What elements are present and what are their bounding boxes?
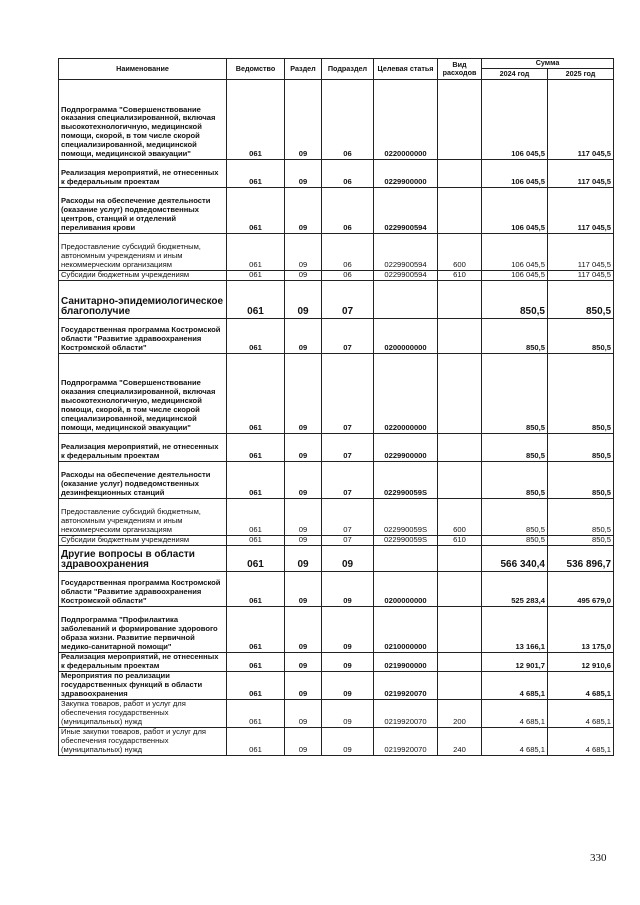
row-podrazdel: 07 (322, 433, 374, 461)
row-sum-2024: 106 045,5 (482, 80, 548, 160)
row-vid (438, 545, 482, 571)
row-vid (438, 280, 482, 318)
row-name: Санитарно-эпидемиологическое благополучие (59, 280, 227, 318)
row-target: 0200000000 (374, 318, 438, 353)
row-podrazdel: 07 (322, 498, 374, 535)
row-podrazdel: 09 (322, 652, 374, 671)
row-sum-2024: 4 685,1 (482, 699, 548, 727)
table-row (59, 188, 614, 234)
row-vid: 610 (438, 271, 482, 281)
row-sum-2025: 850,5 (548, 353, 614, 433)
table-row (59, 280, 614, 318)
table-row (59, 571, 614, 606)
row-sum-2025: 850,5 (548, 433, 614, 461)
row-vid: 200 (438, 699, 482, 727)
row-vedomstvo: 061 (227, 271, 285, 281)
row-name: Предоставление субсидий бюджетным, автономным учреждениям и иным некоммерческим организациям (59, 234, 227, 271)
row-razdel: 09 (285, 160, 322, 188)
row-sum-2025: 117 045,5 (548, 188, 614, 234)
row-vedomstvo: 061 (227, 571, 285, 606)
row-name: Государственная программа Костромской области "Развитие здравоохранения Костромской области" (59, 571, 227, 606)
row-sum-2025: 117 045,5 (548, 80, 614, 160)
row-podrazdel: 06 (322, 80, 374, 160)
row-name: Реализация мероприятий, не отнесенных к федеральным проектам (59, 160, 227, 188)
row-razdel: 09 (285, 727, 322, 755)
header-vedomstvo: Ведомство (227, 59, 285, 80)
row-sum-2024: 12 901,7 (482, 652, 548, 671)
row-target: 0220000000 (374, 353, 438, 433)
row-podrazdel: 07 (322, 280, 374, 318)
header-2025: 2025 год (548, 68, 614, 79)
row-sum-2025: 117 045,5 (548, 271, 614, 281)
row-razdel: 09 (285, 271, 322, 281)
row-vid (438, 652, 482, 671)
row-sum-2024: 13 166,1 (482, 606, 548, 652)
row-sum-2024: 106 045,5 (482, 188, 548, 234)
row-sum-2025: 850,5 (548, 461, 614, 498)
table-row (59, 80, 614, 160)
row-podrazdel: 09 (322, 545, 374, 571)
row-vid: 610 (438, 535, 482, 545)
row-podrazdel: 09 (322, 606, 374, 652)
table-row (59, 498, 614, 535)
table-row (59, 606, 614, 652)
row-razdel: 09 (285, 188, 322, 234)
row-vid: 240 (438, 727, 482, 755)
row-razdel: 09 (285, 699, 322, 727)
row-vedomstvo: 061 (227, 461, 285, 498)
row-target: 0219920070 (374, 671, 438, 699)
row-vid (438, 606, 482, 652)
table-row (59, 318, 614, 353)
row-podrazdel: 06 (322, 188, 374, 234)
row-sum-2024: 4 685,1 (482, 727, 548, 755)
row-razdel: 09 (285, 498, 322, 535)
row-sum-2024: 850,5 (482, 353, 548, 433)
row-vid (438, 461, 482, 498)
row-target: 0229900594 (374, 271, 438, 281)
row-name: Подпрограмма "Совершенствование оказания специализированной, включая высокотехнологичную, медицинской помощи, скорой, в том числе скорой специализированной, медицинской помощи, медицинской эвакуации" (59, 353, 227, 433)
row-podrazdel: 07 (322, 318, 374, 353)
row-target: 0219900000 (374, 652, 438, 671)
row-vid (438, 571, 482, 606)
row-podrazdel: 06 (322, 271, 374, 281)
row-sum-2025: 4 685,1 (548, 671, 614, 699)
table-row (59, 234, 614, 271)
row-sum-2025: 850,5 (548, 535, 614, 545)
row-sum-2025: 536 896,7 (548, 545, 614, 571)
row-sum-2025: 4 685,1 (548, 699, 614, 727)
row-target: 0220000000 (374, 80, 438, 160)
row-razdel: 09 (285, 652, 322, 671)
header-target: Целевая статья (374, 59, 438, 80)
row-sum-2024: 850,5 (482, 498, 548, 535)
row-razdel: 09 (285, 80, 322, 160)
row-name: Подпрограмма "Совершенствование оказания специализированной, включая высокотехнологичную, медицинской помощи, скорой, в том числе скорой специализированной, медицинской помощи, медицинской эвакуации" (59, 80, 227, 160)
row-vedomstvo: 061 (227, 234, 285, 271)
row-vedomstvo: 061 (227, 652, 285, 671)
row-podrazdel: 06 (322, 160, 374, 188)
row-name: Субсидии бюджетным учреждениям (59, 271, 227, 281)
row-vedomstvo: 061 (227, 433, 285, 461)
row-razdel: 09 (285, 535, 322, 545)
row-sum-2024: 566 340,4 (482, 545, 548, 571)
table-row (59, 160, 614, 188)
table-row (59, 271, 614, 281)
row-name: Другие вопросы в области здравоохранения (59, 545, 227, 571)
budget-table (58, 58, 614, 756)
row-podrazdel: 09 (322, 671, 374, 699)
table-row (59, 461, 614, 498)
row-vedomstvo: 061 (227, 160, 285, 188)
table-row (59, 699, 614, 727)
header-summa: Сумма (482, 59, 614, 69)
table-row (59, 535, 614, 545)
header-vid: Вид расходов (438, 59, 482, 80)
row-name: Государственная программа Костромской области "Развитие здравоохранения Костромской области" (59, 318, 227, 353)
row-target: 0229900000 (374, 160, 438, 188)
row-vid: 600 (438, 498, 482, 535)
row-sum-2025: 850,5 (548, 318, 614, 353)
row-name: Реализация мероприятий, не отнесенных к федеральным проектам (59, 433, 227, 461)
table-row (59, 353, 614, 433)
row-target: 0229900594 (374, 188, 438, 234)
row-podrazdel: 09 (322, 699, 374, 727)
row-target: 0219920070 (374, 699, 438, 727)
table-row (59, 727, 614, 755)
row-name: Подпрограмма "Профилактика заболеваний и формирование здорового образа жизни. Развитие первичной медико-санитарной помощи" (59, 606, 227, 652)
row-name: Реализация мероприятий, не отнесенных к федеральным проектам (59, 652, 227, 671)
row-podrazdel: 07 (322, 535, 374, 545)
row-vid (438, 353, 482, 433)
row-razdel: 09 (285, 234, 322, 271)
row-vedomstvo: 061 (227, 699, 285, 727)
row-vedomstvo: 061 (227, 318, 285, 353)
header-2024: 2024 год (482, 68, 548, 79)
row-target: 0229900594 (374, 234, 438, 271)
row-target (374, 545, 438, 571)
row-razdel: 09 (285, 545, 322, 571)
row-name: Закупка товаров, работ и услуг для обеспечения государственных (муниципальных) нужд (59, 699, 227, 727)
row-razdel: 09 (285, 353, 322, 433)
row-sum-2024: 106 045,5 (482, 160, 548, 188)
row-vid (438, 433, 482, 461)
header-name: Наименование (59, 59, 227, 80)
row-vedomstvo: 061 (227, 535, 285, 545)
row-sum-2024: 106 045,5 (482, 234, 548, 271)
row-name: Расходы на обеспечение деятельности (оказание услуг) подведомственных дезинфекционных станций (59, 461, 227, 498)
row-target: 0210000000 (374, 606, 438, 652)
row-target: 0200000000 (374, 571, 438, 606)
row-razdel: 09 (285, 671, 322, 699)
row-target: 022990059S (374, 498, 438, 535)
row-podrazdel: 07 (322, 353, 374, 433)
row-target: 022990059S (374, 535, 438, 545)
row-razdel: 09 (285, 461, 322, 498)
row-razdel: 09 (285, 433, 322, 461)
row-target: 0219920070 (374, 727, 438, 755)
row-sum-2024: 850,5 (482, 461, 548, 498)
row-sum-2025: 117 045,5 (548, 160, 614, 188)
row-razdel: 09 (285, 280, 322, 318)
row-vedomstvo: 061 (227, 280, 285, 318)
row-razdel: 09 (285, 606, 322, 652)
row-sum-2024: 850,5 (482, 280, 548, 318)
row-sum-2024: 850,5 (482, 318, 548, 353)
row-name: Расходы на обеспечение деятельности (оказание услуг) подведомственных центров, станций и отделений переливания крови (59, 188, 227, 234)
row-target: 0229900000 (374, 433, 438, 461)
row-vid (438, 160, 482, 188)
row-vid: 600 (438, 234, 482, 271)
row-podrazdel: 06 (322, 234, 374, 271)
row-podrazdel: 07 (322, 461, 374, 498)
row-vedomstvo: 061 (227, 80, 285, 160)
row-sum-2025: 13 175,0 (548, 606, 614, 652)
row-vedomstvo: 061 (227, 498, 285, 535)
row-sum-2024: 850,5 (482, 433, 548, 461)
row-vedomstvo: 061 (227, 353, 285, 433)
row-sum-2024: 106 045,5 (482, 271, 548, 281)
row-podrazdel: 09 (322, 571, 374, 606)
row-target (374, 280, 438, 318)
row-vid (438, 318, 482, 353)
row-vedomstvo: 061 (227, 727, 285, 755)
row-vid (438, 80, 482, 160)
row-sum-2025: 495 679,0 (548, 571, 614, 606)
row-sum-2025: 117 045,5 (548, 234, 614, 271)
row-vedomstvo: 061 (227, 606, 285, 652)
row-sum-2025: 850,5 (548, 498, 614, 535)
table-row (59, 652, 614, 671)
row-sum-2024: 525 283,4 (482, 571, 548, 606)
row-vid (438, 188, 482, 234)
row-sum-2025: 4 685,1 (548, 727, 614, 755)
header-razdel: Раздел (285, 59, 322, 80)
page-number: 330 (590, 852, 607, 864)
row-name: Предоставление субсидий бюджетным, автономным учреждениям и иным некоммерческим организациям (59, 498, 227, 535)
header-podrazdel: Подраздел (322, 59, 374, 80)
row-vedomstvo: 061 (227, 188, 285, 234)
row-target: 022990059S (374, 461, 438, 498)
row-vedomstvo: 061 (227, 545, 285, 571)
row-podrazdel: 09 (322, 727, 374, 755)
row-razdel: 09 (285, 318, 322, 353)
row-name: Мероприятия по реализации государственных функций в области здравоохранения (59, 671, 227, 699)
row-sum-2024: 850,5 (482, 535, 548, 545)
row-vid (438, 671, 482, 699)
row-name: Субсидии бюджетным учреждениям (59, 535, 227, 545)
table-body (59, 80, 614, 756)
table-row (59, 433, 614, 461)
row-sum-2025: 12 910,6 (548, 652, 614, 671)
row-sum-2025: 850,5 (548, 280, 614, 318)
budget-table-sheet (58, 58, 613, 756)
row-sum-2024: 4 685,1 (482, 671, 548, 699)
table-row (59, 545, 614, 571)
row-name: Иные закупки товаров, работ и услуг для обеспечения государственных (муниципальных) нужд (59, 727, 227, 755)
row-razdel: 09 (285, 571, 322, 606)
row-vedomstvo: 061 (227, 671, 285, 699)
table-row (59, 671, 614, 699)
